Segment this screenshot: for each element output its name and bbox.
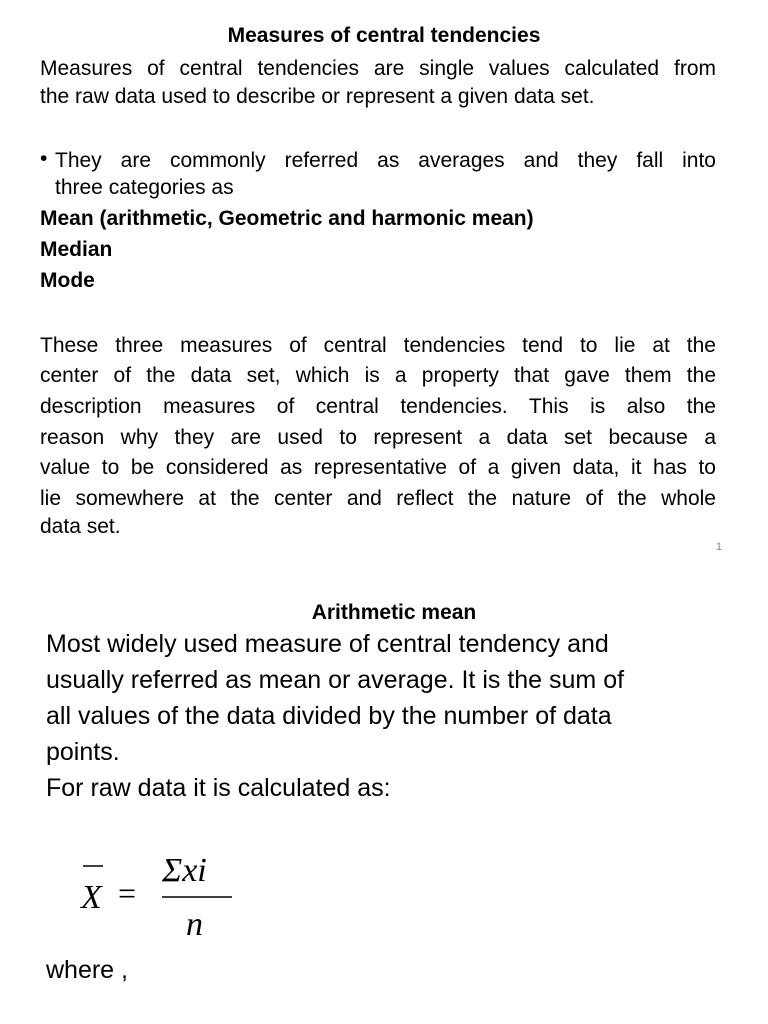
bullet-marker: •: [40, 147, 48, 170]
where-label: where ,: [46, 956, 128, 984]
intro-line-1: Measures of central tendencies are single values calculated from: [40, 57, 716, 80]
category-mean: Mean (arithmetic, Geometric and harmonic mean): [40, 207, 534, 230]
slide-2-title: Arithmetic mean: [311, 601, 477, 624]
paragraph-line-2: center of the data set, which is a property that gave them the: [40, 364, 716, 387]
category-median: Median: [40, 238, 113, 261]
formula-denominator: n: [186, 906, 203, 943]
page-number: 1: [715, 541, 722, 553]
bullet-line-1: They are commonly referred as averages and they fall into: [55, 149, 716, 172]
arithmetic-mean-formula: [76, 842, 246, 952]
category-mode: Mode: [40, 269, 95, 292]
body-line-5: For raw data it is calculated as:: [46, 774, 391, 802]
formula-equals: =: [118, 875, 137, 911]
paragraph-line-3: description measures of central tendencies. This is also the: [40, 395, 716, 418]
formula-numerator: Σxi: [162, 852, 207, 889]
paragraph-line-5: value to be considered as representative of a given data, it has to: [40, 456, 716, 479]
body-line-2: usually referred as mean or average. It is the sum of: [46, 666, 625, 694]
body-line-1: Most widely used measure of central tendency and: [46, 630, 609, 658]
paragraph-line-4: reason why they are used to represent a data set because a: [40, 426, 716, 449]
intro-line-2: the raw data used to describe or represent a given data set.: [40, 85, 595, 108]
slide-2: [0, 566, 768, 1024]
paragraph-line-6: lie somewhere at the center and reflect the nature of the whole: [40, 487, 716, 510]
bullet-line-2: three categories as: [55, 176, 234, 199]
paragraph-line-7: data set.: [40, 515, 121, 538]
paragraph-line-1: These three measures of central tendencies tend to lie at the: [40, 334, 716, 357]
formula-lhs: X: [81, 879, 102, 916]
body-line-3: all values of the data divided by the number of data: [46, 702, 612, 730]
body-line-4: points.: [46, 738, 120, 766]
slide-1-title: Measures of central tendencies: [227, 24, 541, 47]
